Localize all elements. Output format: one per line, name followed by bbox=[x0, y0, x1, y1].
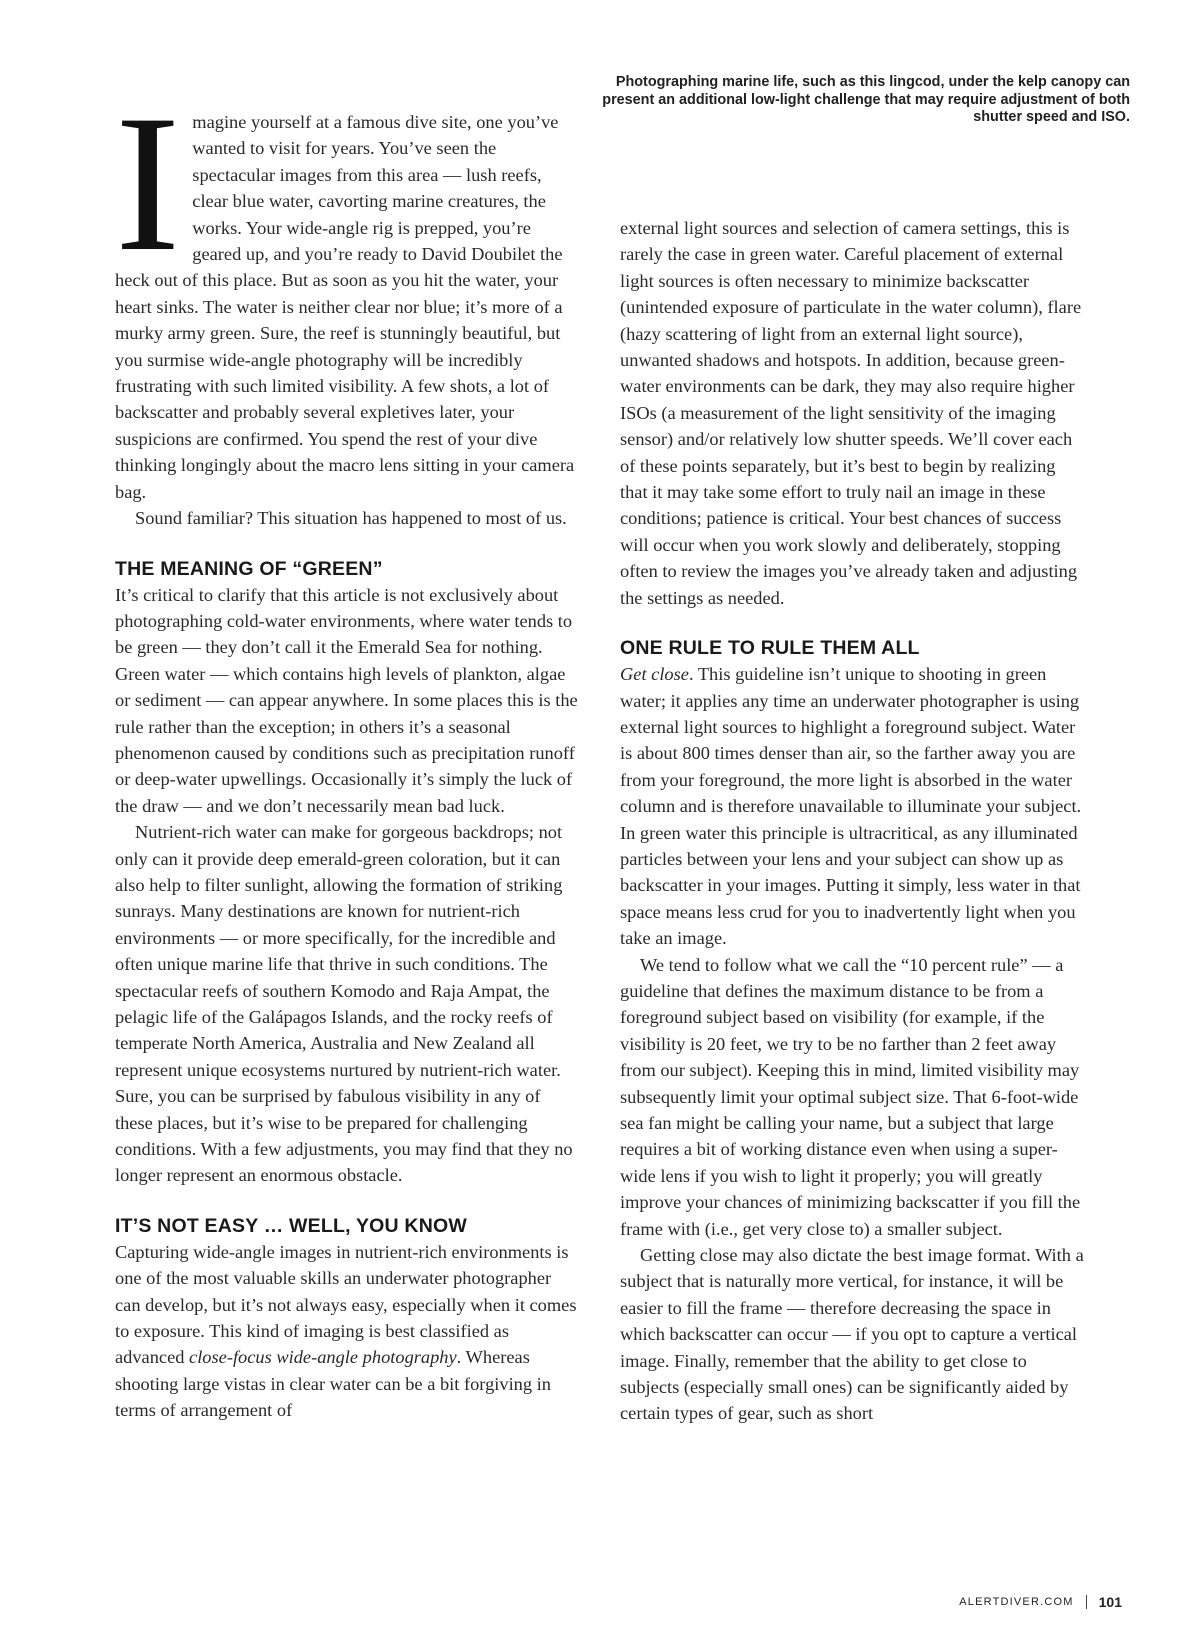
intro-paragraph-2: Sound familiar? This situation has happened to most of us. bbox=[135, 508, 567, 529]
section2-paragraph-continued: external light sources and selection of camera settings, this is rarely the case in green water. Careful placement of external light sources is often necessary to minimize backscatter (unintended exposure of particulate in the water column), flare (hazy scattering of light from an external light source), unwanted shadows and hotspots. In addition, because green-water environments can be dark, they may also require higher ISOs (a measurement of the light sensitivity of the imaging sensor) and/or relatively low shutter speeds. We’ll cover each of these points separately, but it’s best to begin by realizing that it may take some effort to truly nail an image in these conditions; patience is critical. Your best chances of success will occur when you work slowly and deliberately, stopping often to review the images you’ve already taken and adjusting the settings as needed. bbox=[620, 218, 1082, 608]
section3-text: . This guideline isn’t unique to shooting in green water; it applies any time an underwater photographer is using external light sources to highlight a foreground subject. Water is about 800 times denser than air, so the farther away you are from your foreground, the more light is absorbed in the water column and is therefore unavailable to illuminate your subject. In green water this principle is ultracritical, as any illuminated particles between your lens and your subject can show up as backscatter in your images. Putting it simply, less water in that space means less crud for you to inadvertently light when you take an image. bbox=[620, 664, 1082, 949]
section2-paragraph-1 bbox=[115, 1239, 580, 1424]
section3-paragraph-1 bbox=[620, 661, 1085, 951]
drop-cap: I bbox=[115, 75, 181, 292]
left-column bbox=[115, 75, 580, 1424]
footer-divider bbox=[1086, 1595, 1087, 1609]
right-column bbox=[620, 215, 1085, 1427]
photo-caption: Photographing marine life, such as this lingcod, under the kelp canopy can present an additional low-light challenge that may require adjustment of both shutter speed and ISO. bbox=[602, 74, 1130, 126]
section2-text-a: Capturing wide-angle images in nutrient-rich environments is one of the most valuable skills an underwater photographer can develop, but it’s not always easy, especially when it comes to exposure. This kind of imaging is best classified as advanced bbox=[115, 1241, 577, 1368]
page-number: 101 bbox=[1098, 1594, 1122, 1610]
page-footer bbox=[959, 1594, 1122, 1610]
section1-paragraph-1: It’s critical to clarify that this article is not exclusively about photographing cold-water environments, where water tends to be green — they don’t call it the Emerald Sea for nothing. Green water — which contains high levels of plankton, algae or sediment — can appear anywhere. In some places this is the rule rather than the exception; in others it’s a seasonal phenomenon caused by conditions such as precipitation runoff or deep-water upwellings. Occasionally it’s simply the luck of the draw — and we don’t necessarily mean bad luck. bbox=[115, 584, 578, 816]
section-heading-meaning-of-green: THE MEANING OF “GREEN” bbox=[115, 557, 383, 580]
section-heading-one-rule: ONE RULE TO RULE THEM ALL bbox=[620, 637, 920, 660]
section3-paragraph-3: Getting close may also dictate the best image format. With a subject that is naturally more vertical, for instance, it will be easier to fill the frame — therefore decreasing the space in which backscatter can occur — if you opt to capture a vertical image. Finally, remember that the ability to get close to subjects (especially small ones) can be significantly aided by certain types of gear, such as short bbox=[620, 1245, 1084, 1424]
intro-paragraph: magine yourself at a famous dive site, one you’ve wanted to visit for years. You’ve seen the spectacular images from this area — lush reefs, clear blue water, cavorting marine creatures, the works. Your wide-angle rig is prepped, you’re geared up, and you’re ready to David Doubilet the heck out of this place. But as soon as you hit the water, your heart sinks. The water is neither clear nor blue; it’s more of a murky army green. Sure, the reef is stunningly beautiful, but you surmise wide-angle photography will be incredibly frustrating with such limited visibility. A few shots, a lot of backscatter and probably several expletives later, your suspicions are confirmed. You spend the rest of your dive thinking longingly about the macro lens sitting in your camera bag. bbox=[115, 112, 575, 502]
section3-italic-lead: Get close bbox=[620, 664, 689, 685]
section1-paragraph-2: Nutrient-rich water can make for gorgeous backdrops; not only can it provide deep emerald-green coloration, but it can also help to filter sunlight, allowing the formation of striking sunrays. Many destinations are known for nutrient-rich environments — or more specifically, for the incredible and often unique marine life that thrive in such conditions. The spectacular reefs of southern Komodo and Raja Ampat, the pelagic life of the Galápagos Islands, and the rocky reefs of temperate North America, Australia and New Zealand all represent unique ecosystems nurtured by nutrient-rich water. Sure, you can be surprised by fabulous visibility in any of these places, but it’s wise to be prepared for challenging conditions. With a few adjustments, you may find that they no longer represent an enormous obstacle. bbox=[115, 822, 573, 1186]
section3-paragraph-2: We tend to follow what we call the “10 percent rule” — a guideline that defines the maximum distance to be from a foreground subject based on visibility (for example, if the visibility is 20 feet, we try to be no farther than 2 feet away from our subject). Keeping this in mind, limited visibility may subsequently limit your optimal subject size. That 6-foot-wide sea fan might be calling your name, but a subject that large requires a bit of working distance even when using a super-wide lens if you wish to light it properly; you will greatly improve your chances of minimizing backscatter if you fill the frame with (i.e., get very close to) a smaller subject. bbox=[620, 954, 1081, 1239]
section2-italic-term: close-focus wide-angle photography bbox=[189, 1347, 457, 1368]
website-label: ALERTDIVER.COM bbox=[959, 1596, 1074, 1608]
section-heading-not-easy: IT’S NOT EASY … WELL, YOU KNOW bbox=[115, 1214, 467, 1237]
section2-text-b: . Whereas shooting large vistas in clear water can be a bit forgiving in terms of arrangement of bbox=[115, 1347, 551, 1421]
